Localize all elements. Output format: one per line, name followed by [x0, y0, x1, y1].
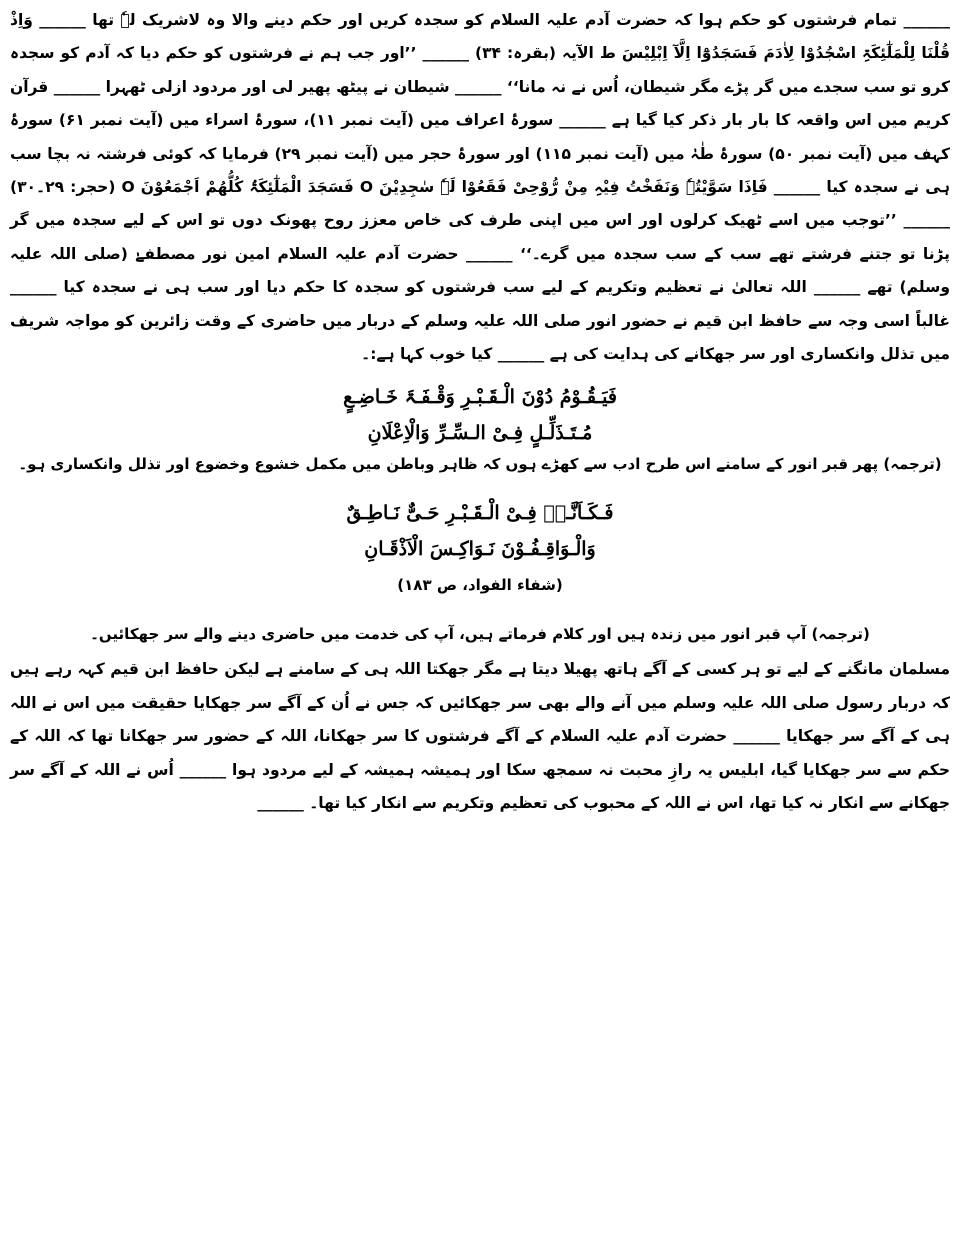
verse-line: فَـکَـاَنَّـہٗ فِـیْ الْـقَـبْـرِ حَـیٌّ نَـاطِـقٌ [346, 502, 614, 525]
translation-line: (ترجمہ) آپ قبر انور میں زندہ ہیں اور کلام فرماتے ہیں، آپ کی خدمت میں حاضری دینے والے سر جھکائیں۔ [90, 625, 870, 644]
translation-line: (ترجمہ) پھر قبر انور کے سامنے اس طرح ادب سے کھڑے ہوں کہ ظاہر وباطن میں مکمل خشوع وخضوع اور تذلل وانکساری ہو۔ [18, 455, 942, 474]
paragraph-intro: ______ تمام فرشتوں کو حکم ہوا کہ حضرت آدم علیہ السلام کو سجدہ کریں اور حکم دینے والا وہ لاشریک لہٗ تھا ______ وَاِذْ قُلْنَا لِلْمَلٰٓئِکَۃِ اسْجُدُوْا لِاٰدَمَ فَسَجَدُوْٓا اِلَّآ اِبْلِیْسَ ط الآیہ (بقرہ: ۳۴) ______ ’’اور جب ہم نے فرشتوں کو حکم دیا کہ آدم کو سجدہ کرو تو سب سجدے میں گر پڑے مگر شیطان، اُس نے نہ مانا‘‘ ______ شیطان نے پیٹھ پھیر لی اور مردود ازلی ٹھہرا ______ قرآن کریم میں اس واقعہ کا بار بار ذکر کیا گیا ہے ______ سورۂ اعراف میں (آیت نمبر ۱۱)، سورۂ اسراء میں (آیت نمبر ۶۱) سورۂ کہف میں (آیت نمبر ۵۰) سورۂ طٰہٰ میں (آیت نمبر ۱۱۵) اور سورۂ حجر میں (آیت نمبر ۲۹) فرمایا کہ کوئی فرشتہ نہ بچا سب ہی نے سجدہ کیا ______ فَاِذَا سَوَّیْتُہٗ وَنَفَخْتُ فِیْہِ مِنْ رُّوْحِیْ فَقَعُوْا لَہٗ سٰجِدِیْنَ O فَسَجَدَ الْمَلٰٓئِکَۃُ کُلُّھُمْ اَجْمَعُوْنَ O (حجر: ۲۹۔۳۰) ______ ’’توجب میں اسے ٹھیک کرلوں اور اس میں اپنی طرف کی خاص معزز روح پھونک دوں تو اس کے لیے سجدہ میں گر پڑنا تو جتنے فرشتے تھے سب کے سب سجدہ میں گرے۔‘‘ ______ حضرت آدم علیہ السلام امین نور مصطفےٰ (صلی اللہ علیہ وسلم) تھے ______ اللہ تعالیٰ نے تعظیم وتکریم کے لیے سب فرشتوں کو سجدہ کا حکم دیا اور سب ہی نے سجدہ کیا ______ غالباً اسی وجہ سے حافظ ابن قیم نے حضور انور صلی اللہ علیہ وسلم کے دربار میں حاضری کے وقت زائرین کو مواجہ شریف میں تذلل وانکساری اور سر جھکانے کی ہدایت کی ہے ______ کیا خوب کہا ہے:۔ [10, 11, 950, 364]
verse-line: مُـتَـذَلِّـلٍ فِـیْ الـسِّـرِّ وَالْاِعْلَانِ [367, 422, 593, 445]
verse-line: فَیَـقُـوْمُ دُوْنَ الْـقَـبْـرِ وَقْـفَـۃَ خَـاضِـعٍ [343, 386, 617, 409]
verse-line: وَالْـوَاقِـفُـوْنَ نَـوَاکِـسَ الْاَذْقَـانِ [364, 538, 596, 561]
paragraph-closing: مسلمان مانگنے کے لیے تو ہر کسی کے آگے ہاتھ پھیلا دیتا ہے مگر جھکتا اللہ ہی کے سامنے ہے لیکن حافظ ابن قیم کہہ رہے ہیں کہ دربار رسول صلی اللہ علیہ وسلم میں آنے والے بھی سر جھکائیں کہ جس نے اُن کے آگے سر جھکایا حقیقت میں اس نے اللہ ہی کے آگے سر جھکایا ______ حضرت آدم علیہ السلام کے آگے فرشتوں کا سر جھکانا، اللہ کے حضور سر جھکانا تھا کہ اللہ کے حکم سے سر جھکایا گیا، ابلیس یہ رازِ محبت نہ سمجھ سکا اور ہمیشہ ہمیشہ کے لیے مردود ہوا ______ اُس نے اللہ کے آگے سر جھکانے سے انکار نہ کیا تھا، اس نے اللہ کے محبوب کی تعظیم وتکریم سے انکار کیا تھا۔ ______ [10, 660, 950, 813]
source-citation: (شفاء الفواد، ص ۱۸۳) [397, 576, 563, 595]
poem-block-1 [10, 379, 950, 451]
poem-block-2 [10, 495, 950, 567]
